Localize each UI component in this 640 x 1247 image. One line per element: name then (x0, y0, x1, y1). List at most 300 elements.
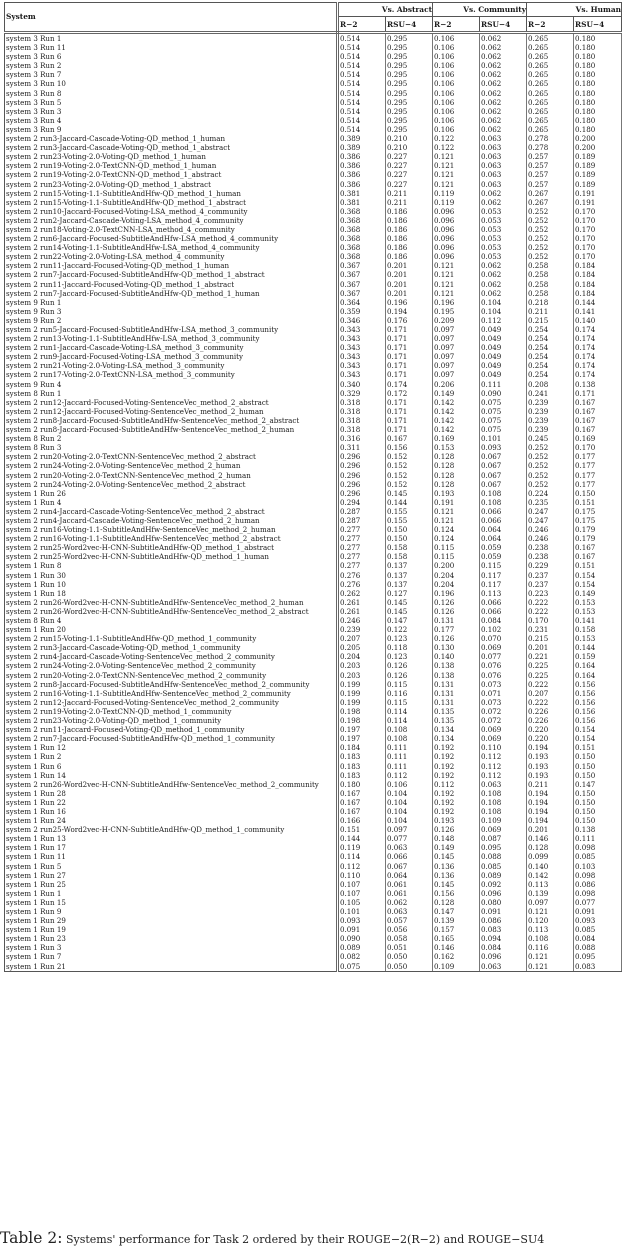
human-rsu4-cell: 0.180 (574, 61, 622, 70)
community-rsu4-cell: 0.075 (480, 416, 527, 425)
human-rsu4-cell: 0.189 (574, 152, 622, 161)
system-name-cell: system 2 run19-Voting-2.0-TextCNN-QD_method_1_human (5, 161, 338, 170)
human-r2-cell: 0.254 (527, 325, 574, 334)
human-rsu4-cell: 0.111 (574, 834, 622, 843)
human-r2-cell: 0.218 (527, 298, 574, 307)
abstract-r2-cell: 0.082 (338, 952, 386, 961)
abstract-r2-cell: 0.101 (338, 907, 386, 916)
table-row (5, 762, 622, 771)
community-rsu4-cell: 0.071 (480, 689, 527, 698)
human-rsu4-cell: 0.175 (574, 516, 622, 525)
community-rsu4-cell: 0.110 (480, 743, 527, 752)
human-r2-cell: 0.140 (527, 862, 574, 871)
community-rsu4-cell: 0.094 (480, 934, 527, 943)
abstract-r2-cell: 0.198 (338, 716, 386, 725)
human-r2-cell: 0.194 (527, 798, 574, 807)
system-name-cell: system 2 run10-Jaccard-Focused-Voting-LSA_method_4_community (5, 207, 338, 216)
abstract-r2-cell: 0.183 (338, 762, 386, 771)
human-rsu4-cell: 0.144 (574, 298, 622, 307)
system-name-cell: system 9 Run 4 (5, 380, 338, 389)
table-row (5, 607, 622, 616)
abstract-r2-cell: 0.514 (338, 125, 386, 134)
human-rsu4-cell: 0.175 (574, 507, 622, 516)
human-rsu4-cell: 0.150 (574, 798, 622, 807)
human-rsu4-cell: 0.170 (574, 207, 622, 216)
table-row (5, 70, 622, 79)
abstract-r2-cell: 0.261 (338, 598, 386, 607)
community-rsu4-cell: 0.072 (480, 716, 527, 725)
table-row (5, 671, 622, 680)
system-name-cell: system 3 Run 10 (5, 79, 338, 88)
abstract-rsu4-cell: 0.150 (386, 525, 433, 534)
community-rsu4-cell: 0.076 (480, 661, 527, 670)
human-r2-cell: 0.223 (527, 589, 574, 598)
table-row (5, 33, 622, 44)
abstract-r2-cell: 0.386 (338, 152, 386, 161)
community-rsu4-cell: 0.053 (480, 216, 527, 225)
human-r2-cell: 0.231 (527, 625, 574, 634)
table-row (5, 389, 622, 398)
abstract-r2-cell: 0.368 (338, 234, 386, 243)
table-row (5, 98, 622, 107)
system-name-cell: system 1 Run 21 (5, 962, 338, 972)
abstract-rsu4-cell: 0.171 (386, 343, 433, 352)
community-r2-cell: 0.131 (433, 680, 480, 689)
community-r2-cell: 0.204 (433, 580, 480, 589)
community-rsu4-cell: 0.080 (480, 898, 527, 907)
abstract-rsu4-cell: 0.061 (386, 889, 433, 898)
system-name-cell: system 2 run25-Word2vec-H-CNN-SubtitleAndHfw-QD_method_1_community (5, 825, 338, 834)
human-r2-cell: 0.194 (527, 816, 574, 825)
table-row (5, 343, 622, 352)
abstract-rsu4-cell: 0.112 (386, 771, 433, 780)
human-r2-cell: 0.247 (527, 507, 574, 516)
abstract-r2-cell: 0.343 (338, 334, 386, 343)
human-rsu4-cell: 0.184 (574, 261, 622, 270)
table-row (5, 907, 622, 916)
community-r2-cell: 0.192 (433, 807, 480, 816)
human-r2-cell: 0.258 (527, 280, 574, 289)
system-name-cell: system 3 Run 1 (5, 33, 338, 44)
abstract-rsu4-cell: 0.295 (386, 89, 433, 98)
community-r2-cell: 0.149 (433, 843, 480, 852)
community-r2-cell: 0.148 (433, 834, 480, 843)
human-rsu4-cell: 0.164 (574, 661, 622, 670)
community-r2-cell: 0.097 (433, 370, 480, 379)
human-rsu4-cell: 0.093 (574, 916, 622, 925)
human-rsu4-cell: 0.180 (574, 125, 622, 134)
community-r2-cell: 0.115 (433, 543, 480, 552)
system-name-cell: system 1 Run 3 (5, 943, 338, 952)
system-name-cell: system 9 Run 2 (5, 316, 338, 325)
human-rsu4-cell: 0.180 (574, 116, 622, 125)
community-r2-cell: 0.121 (433, 516, 480, 525)
table-row (5, 880, 622, 889)
human-r2-cell: 0.221 (527, 652, 574, 661)
abstract-rsu4-cell: 0.050 (386, 952, 433, 961)
community-r2-cell: 0.146 (433, 943, 480, 952)
system-name-cell: system 1 Run 5 (5, 862, 338, 871)
table-row (5, 480, 622, 489)
system-name-cell: system 2 run13-Voting-1.1-SubtitleAndHfw-LSA_method_3_community (5, 334, 338, 343)
system-name-cell: system 8 Run 4 (5, 616, 338, 625)
community-r2-cell: 0.119 (433, 198, 480, 207)
abstract-rsu4-cell: 0.176 (386, 316, 433, 325)
community-rsu4-cell: 0.062 (480, 189, 527, 198)
table-row (5, 243, 622, 252)
table-row (5, 207, 622, 216)
community-rsu4-cell: 0.092 (480, 880, 527, 889)
abstract-rsu4-cell: 0.186 (386, 243, 433, 252)
human-r2-cell: 0.193 (527, 762, 574, 771)
table-row (5, 380, 622, 389)
table-row (5, 834, 622, 843)
community-rsu4-cell: 0.062 (480, 70, 527, 79)
human-r2-cell: 0.258 (527, 270, 574, 279)
community-r2-cell: 0.121 (433, 170, 480, 179)
system-name-cell: system 1 Run 14 (5, 771, 338, 780)
table-row (5, 471, 622, 480)
human-r2-cell: 0.239 (527, 416, 574, 425)
system-column-header: System (5, 3, 338, 33)
community-rsu4-cell: 0.066 (480, 598, 527, 607)
table-row (5, 634, 622, 643)
system-name-cell: system 3 Run 6 (5, 52, 338, 61)
human-rsu4-cell: 0.167 (574, 416, 622, 425)
community-rsu4-cell: 0.066 (480, 607, 527, 616)
table-row (5, 152, 622, 161)
community-rsu4-cell: 0.059 (480, 552, 527, 561)
human-rsu4-cell: 0.169 (574, 434, 622, 443)
community-r2-cell: 0.106 (433, 89, 480, 98)
human-r2-cell: 0.257 (527, 170, 574, 179)
human-rsu4-cell: 0.170 (574, 225, 622, 234)
human-r2-cell: 0.241 (527, 389, 574, 398)
human-rsu4-cell: 0.103 (574, 862, 622, 871)
community-r2-cell: 0.128 (433, 452, 480, 461)
human-r2-cell: 0.252 (527, 243, 574, 252)
abstract-rsu4-cell: 0.171 (386, 370, 433, 379)
community-rsu4-cell: 0.053 (480, 225, 527, 234)
system-name-cell: system 3 Run 5 (5, 98, 338, 107)
community-r2-cell: 0.097 (433, 343, 480, 352)
community-rsu4-cell: 0.069 (480, 825, 527, 834)
abstract-r2-cell: 0.197 (338, 734, 386, 743)
table-row (5, 61, 622, 70)
community-r2-cell: 0.122 (433, 134, 480, 143)
abstract-rsu4-cell: 0.066 (386, 852, 433, 861)
system-name-cell: system 3 Run 11 (5, 43, 338, 52)
abstract-rsu4-cell: 0.057 (386, 916, 433, 925)
system-name-cell: system 1 Run 25 (5, 880, 338, 889)
human-rsu4-cell: 0.150 (574, 489, 622, 498)
system-name-cell: system 2 run19-Voting-2.0-TextCNN-QD_method_1_community (5, 707, 338, 716)
human-r2-cell: 0.278 (527, 143, 574, 152)
metric-header-community-rsu4: RSU−4 (480, 17, 527, 33)
human-rsu4-cell: 0.177 (574, 471, 622, 480)
community-rsu4-cell: 0.063 (480, 170, 527, 179)
abstract-r2-cell: 0.316 (338, 434, 386, 443)
human-r2-cell: 0.194 (527, 807, 574, 816)
abstract-r2-cell: 0.296 (338, 480, 386, 489)
community-rsu4-cell: 0.049 (480, 361, 527, 370)
human-r2-cell: 0.265 (527, 52, 574, 61)
human-r2-cell: 0.245 (527, 434, 574, 443)
human-rsu4-cell: 0.150 (574, 752, 622, 761)
human-r2-cell: 0.224 (527, 489, 574, 498)
system-name-cell: system 2 run12-Jaccard-Focused-Voting-SentenceVec_method_2_human (5, 407, 338, 416)
human-rsu4-cell: 0.174 (574, 334, 622, 343)
table-row (5, 216, 622, 225)
abstract-r2-cell: 0.514 (338, 61, 386, 70)
human-r2-cell: 0.252 (527, 216, 574, 225)
table-row (5, 434, 622, 443)
abstract-rsu4-cell: 0.145 (386, 489, 433, 498)
abstract-rsu4-cell: 0.295 (386, 125, 433, 134)
human-rsu4-cell: 0.141 (574, 616, 622, 625)
community-rsu4-cell: 0.112 (480, 316, 527, 325)
system-name-cell: system 1 Run 23 (5, 934, 338, 943)
system-name-cell: system 2 run19-Voting-2.0-TextCNN-QD_method_1_abstract (5, 170, 338, 179)
system-name-cell: system 2 run21-Voting-2.0-Voting-LSA_method_3_community (5, 361, 338, 370)
abstract-r2-cell: 0.514 (338, 52, 386, 61)
community-rsu4-cell: 0.075 (480, 398, 527, 407)
abstract-rsu4-cell: 0.111 (386, 752, 433, 761)
abstract-r2-cell: 0.167 (338, 798, 386, 807)
abstract-r2-cell: 0.093 (338, 916, 386, 925)
table-row (5, 452, 622, 461)
community-rsu4-cell: 0.069 (480, 725, 527, 734)
abstract-r2-cell: 0.183 (338, 752, 386, 761)
human-rsu4-cell: 0.177 (574, 452, 622, 461)
abstract-rsu4-cell: 0.186 (386, 234, 433, 243)
human-rsu4-cell: 0.180 (574, 70, 622, 79)
abstract-r2-cell: 0.386 (338, 170, 386, 179)
human-rsu4-cell: 0.138 (574, 825, 622, 834)
system-name-cell: system 2 run12-Jaccard-Focused-Voting-SentenceVec_method_2_community (5, 698, 338, 707)
table-row (5, 507, 622, 516)
human-rsu4-cell: 0.170 (574, 443, 622, 452)
community-r2-cell: 0.128 (433, 898, 480, 907)
table-row (5, 270, 622, 279)
community-r2-cell: 0.126 (433, 598, 480, 607)
community-r2-cell: 0.096 (433, 243, 480, 252)
abstract-r2-cell: 0.180 (338, 780, 386, 789)
community-rsu4-cell: 0.086 (480, 916, 527, 925)
community-r2-cell: 0.206 (433, 380, 480, 389)
human-rsu4-cell: 0.174 (574, 325, 622, 334)
community-rsu4-cell: 0.101 (480, 434, 527, 443)
human-r2-cell: 0.194 (527, 789, 574, 798)
system-name-cell: system 2 run23-Voting-2.0-Voting-QD_method_1_human (5, 152, 338, 161)
abstract-r2-cell: 0.112 (338, 862, 386, 871)
human-r2-cell: 0.252 (527, 471, 574, 480)
table-row (5, 352, 622, 361)
abstract-rsu4-cell: 0.144 (386, 498, 433, 507)
system-name-cell: system 2 run11-Jaccard-Focused-Voting-QD_method_1_abstract (5, 280, 338, 289)
human-r2-cell: 0.170 (527, 616, 574, 625)
abstract-rsu4-cell: 0.211 (386, 189, 433, 198)
table-row (5, 261, 622, 270)
abstract-r2-cell: 0.343 (338, 343, 386, 352)
abstract-r2-cell: 0.199 (338, 680, 386, 689)
abstract-r2-cell: 0.114 (338, 852, 386, 861)
abstract-r2-cell: 0.296 (338, 471, 386, 480)
community-rsu4-cell: 0.062 (480, 89, 527, 98)
metric-header-human-rsu4: RSU−4 (574, 17, 622, 33)
abstract-rsu4-cell: 0.295 (386, 61, 433, 70)
community-rsu4-cell: 0.104 (480, 298, 527, 307)
abstract-r2-cell: 0.261 (338, 607, 386, 616)
human-r2-cell: 0.267 (527, 189, 574, 198)
abstract-r2-cell: 0.090 (338, 934, 386, 943)
human-r2-cell: 0.265 (527, 33, 574, 44)
abstract-rsu4-cell: 0.114 (386, 716, 433, 725)
human-r2-cell: 0.265 (527, 61, 574, 70)
human-r2-cell: 0.121 (527, 952, 574, 961)
table-row (5, 689, 622, 698)
human-rsu4-cell: 0.150 (574, 807, 622, 816)
system-name-cell: system 2 run12-Jaccard-Focused-Voting-SentenceVec_method_2_abstract (5, 398, 338, 407)
system-name-cell: system 2 run4-Jaccard-Cascade-Voting-SentenceVec_method_2_community (5, 652, 338, 661)
human-r2-cell: 0.215 (527, 316, 574, 325)
community-rsu4-cell: 0.049 (480, 352, 527, 361)
table-row (5, 862, 622, 871)
system-name-cell: system 2 run15-Voting-1.1-SubtitleAndHfw-QD_method_1_abstract (5, 198, 338, 207)
human-rsu4-cell: 0.151 (574, 743, 622, 752)
human-rsu4-cell: 0.153 (574, 607, 622, 616)
human-r2-cell: 0.222 (527, 607, 574, 616)
table-row (5, 307, 622, 316)
human-rsu4-cell: 0.085 (574, 852, 622, 861)
community-r2-cell: 0.192 (433, 762, 480, 771)
community-rsu4-cell: 0.067 (480, 461, 527, 470)
human-rsu4-cell: 0.189 (574, 161, 622, 170)
table-row (5, 425, 622, 434)
community-rsu4-cell: 0.062 (480, 289, 527, 298)
human-r2-cell: 0.252 (527, 252, 574, 261)
community-rsu4-cell: 0.066 (480, 507, 527, 516)
table-row (5, 116, 622, 125)
table-row (5, 952, 622, 961)
system-name-cell: system 2 run26-Word2vec-H-CNN-SubtitleAndHfw-SentenceVec_method_2_abstract (5, 607, 338, 616)
table-row (5, 652, 622, 661)
table-row (5, 580, 622, 589)
table-row (5, 125, 622, 134)
system-name-cell: system 1 Run 27 (5, 871, 338, 880)
human-rsu4-cell: 0.179 (574, 534, 622, 543)
human-r2-cell: 0.225 (527, 661, 574, 670)
table-row (5, 489, 622, 498)
human-r2-cell: 0.265 (527, 89, 574, 98)
table-row (5, 280, 622, 289)
table-row (5, 516, 622, 525)
human-rsu4-cell: 0.098 (574, 871, 622, 880)
human-r2-cell: 0.211 (527, 780, 574, 789)
human-rsu4-cell: 0.091 (574, 907, 622, 916)
human-rsu4-cell: 0.200 (574, 134, 622, 143)
community-r2-cell: 0.192 (433, 789, 480, 798)
abstract-r2-cell: 0.296 (338, 461, 386, 470)
system-name-cell: system 1 Run 30 (5, 571, 338, 580)
human-r2-cell: 0.225 (527, 671, 574, 680)
community-r2-cell: 0.106 (433, 52, 480, 61)
table-row (5, 198, 622, 207)
abstract-rsu4-cell: 0.194 (386, 307, 433, 316)
human-rsu4-cell: 0.167 (574, 407, 622, 416)
human-rsu4-cell: 0.141 (574, 307, 622, 316)
human-r2-cell: 0.099 (527, 852, 574, 861)
human-rsu4-cell: 0.174 (574, 343, 622, 352)
community-r2-cell: 0.200 (433, 561, 480, 570)
abstract-r2-cell: 0.368 (338, 207, 386, 216)
human-r2-cell: 0.278 (527, 134, 574, 143)
human-rsu4-cell: 0.180 (574, 107, 622, 116)
abstract-r2-cell: 0.368 (338, 225, 386, 234)
abstract-r2-cell: 0.075 (338, 962, 386, 972)
abstract-rsu4-cell: 0.158 (386, 543, 433, 552)
abstract-r2-cell: 0.089 (338, 943, 386, 952)
abstract-rsu4-cell: 0.171 (386, 425, 433, 434)
human-rsu4-cell: 0.170 (574, 216, 622, 225)
system-name-cell: system 2 run4-Jaccard-Cascade-Voting-SentenceVec_method_2_human (5, 516, 338, 525)
system-name-cell: system 2 run7-Jaccard-Focused-SubtitleAndHfw-QD_method_1_human (5, 289, 338, 298)
abstract-r2-cell: 0.246 (338, 616, 386, 625)
system-name-cell: system 2 run6-Jaccard-Focused-SubtitleAndHfw-LSA_method_4_community (5, 234, 338, 243)
human-r2-cell: 0.229 (527, 561, 574, 570)
community-r2-cell: 0.149 (433, 389, 480, 398)
human-r2-cell: 0.267 (527, 198, 574, 207)
human-r2-cell: 0.257 (527, 152, 574, 161)
human-r2-cell: 0.254 (527, 370, 574, 379)
abstract-r2-cell: 0.514 (338, 116, 386, 125)
abstract-rsu4-cell: 0.227 (386, 161, 433, 170)
table-row (5, 316, 622, 325)
human-r2-cell: 0.252 (527, 480, 574, 489)
human-r2-cell: 0.238 (527, 552, 574, 561)
system-name-cell: system 2 run23-Voting-2.0-Voting-QD_method_1_community (5, 716, 338, 725)
human-r2-cell: 0.146 (527, 834, 574, 843)
system-name-cell: system 2 run4-Jaccard-Cascade-Voting-SentenceVec_method_2_abstract (5, 507, 338, 516)
community-r2-cell: 0.121 (433, 280, 480, 289)
table-row (5, 780, 622, 789)
human-r2-cell: 0.215 (527, 634, 574, 643)
abstract-r2-cell: 0.204 (338, 652, 386, 661)
abstract-r2-cell: 0.287 (338, 516, 386, 525)
human-rsu4-cell: 0.177 (574, 480, 622, 489)
community-r2-cell: 0.131 (433, 689, 480, 698)
system-name-cell: system 2 run26-Word2vec-H-CNN-SubtitleAndHfw-SentenceVec_method_2_community (5, 780, 338, 789)
table-row (5, 916, 622, 925)
human-rsu4-cell: 0.084 (574, 934, 622, 943)
system-name-cell: system 1 Run 17 (5, 843, 338, 852)
abstract-rsu4-cell: 0.295 (386, 33, 433, 44)
community-rsu4-cell: 0.088 (480, 852, 527, 861)
community-r2-cell: 0.096 (433, 207, 480, 216)
community-r2-cell: 0.112 (433, 780, 480, 789)
table-row (5, 298, 622, 307)
human-rsu4-cell: 0.086 (574, 880, 622, 889)
community-r2-cell: 0.156 (433, 889, 480, 898)
human-r2-cell: 0.194 (527, 743, 574, 752)
community-rsu4-cell: 0.049 (480, 334, 527, 343)
community-r2-cell: 0.096 (433, 234, 480, 243)
abstract-rsu4-cell: 0.186 (386, 225, 433, 234)
community-rsu4-cell: 0.063 (480, 143, 527, 152)
table-row (5, 334, 622, 343)
human-r2-cell: 0.237 (527, 571, 574, 580)
human-rsu4-cell: 0.189 (574, 180, 622, 189)
